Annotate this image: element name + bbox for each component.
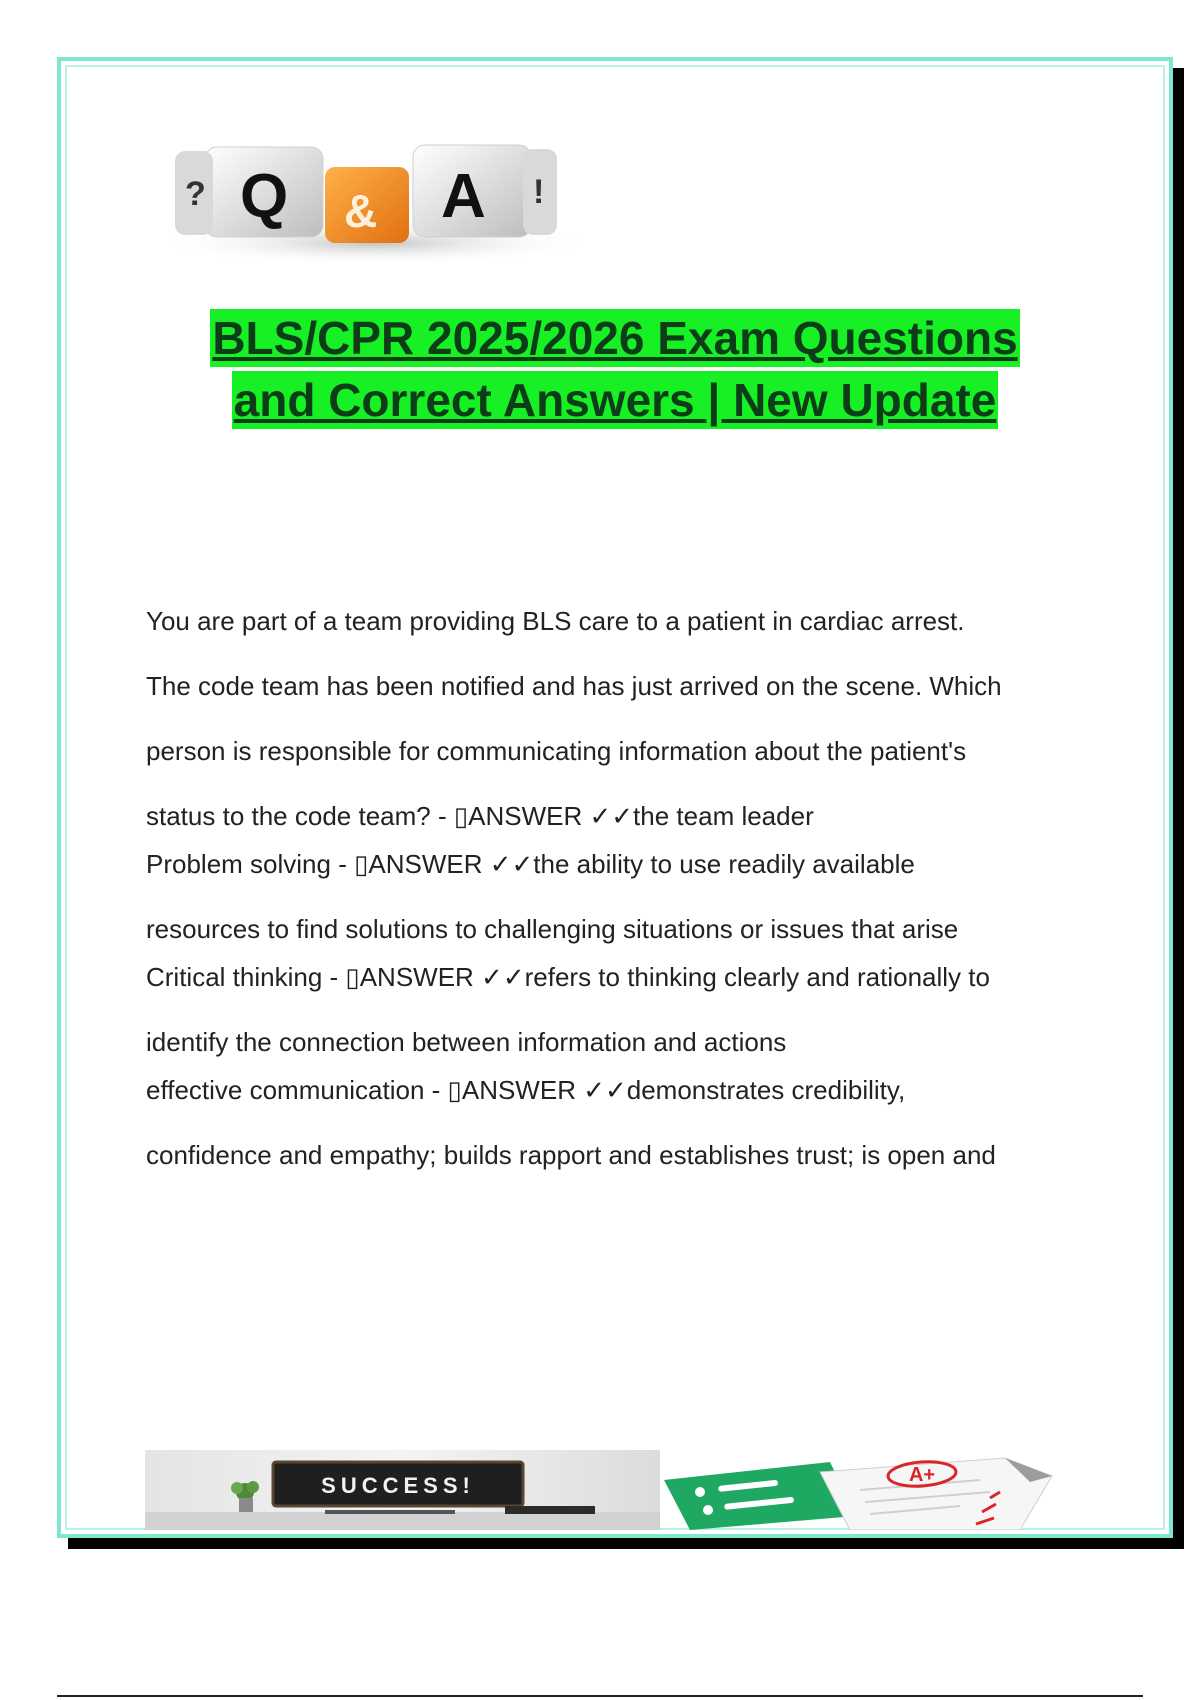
- qa-entry: [146, 964, 1096, 1055]
- logo-exclamation: !: [533, 173, 545, 211]
- title-line-1: BLS/CPR 2025/2026 Exam Questions: [210, 309, 1019, 367]
- grade-mark: A+: [908, 1464, 936, 1486]
- entry-line: confidence and empathy; builds rapport and establishes trust; is open and: [146, 1140, 996, 1170]
- logo-q-letter: Q: [240, 162, 289, 231]
- qa-entry: [146, 608, 1096, 829]
- graded-paper-image: [660, 1450, 1070, 1530]
- page-bottom-rule: [57, 1695, 1143, 1697]
- chalkboard-text: SUCCESS!: [321, 1473, 475, 1498]
- qa-entry: [146, 1077, 1096, 1168]
- logo-a-letter: A: [441, 162, 486, 231]
- entry-line: You are part of a team providing BLS care to a patient in cardiac arrest.: [146, 606, 965, 636]
- title-line-2: and Correct Answers | New Update: [232, 371, 999, 429]
- success-chalkboard-image: [145, 1450, 660, 1530]
- entry-line: person is responsible for communicating information about the patient's: [146, 736, 967, 766]
- entry-line: effective communication - ▯ANSWER ✓✓demonstrates credibility,: [146, 1075, 906, 1105]
- logo-question-mark: ?: [185, 175, 206, 213]
- qa-entry: [146, 851, 1096, 942]
- entry-line: Problem solving - ▯ANSWER ✓✓the ability to use readily available: [146, 849, 915, 879]
- document-title: [100, 305, 1130, 429]
- entry-line: identify the connection between information and actions: [146, 1027, 787, 1057]
- qa-content: [146, 608, 1096, 1190]
- entry-line: status to the code team? - ▯ANSWER ✓✓the team leader: [146, 801, 814, 831]
- entry-line: Critical thinking - ▯ANSWER ✓✓refers to thinking clearly and rationally to: [146, 962, 990, 992]
- qa-dice-logo: [145, 125, 600, 275]
- entry-line: resources to find solutions to challenging situations or issues that arise: [146, 914, 959, 944]
- entry-line: The code team has been notified and has just arrived on the scene. Which: [146, 671, 1002, 701]
- logo-ampersand: &: [344, 185, 378, 237]
